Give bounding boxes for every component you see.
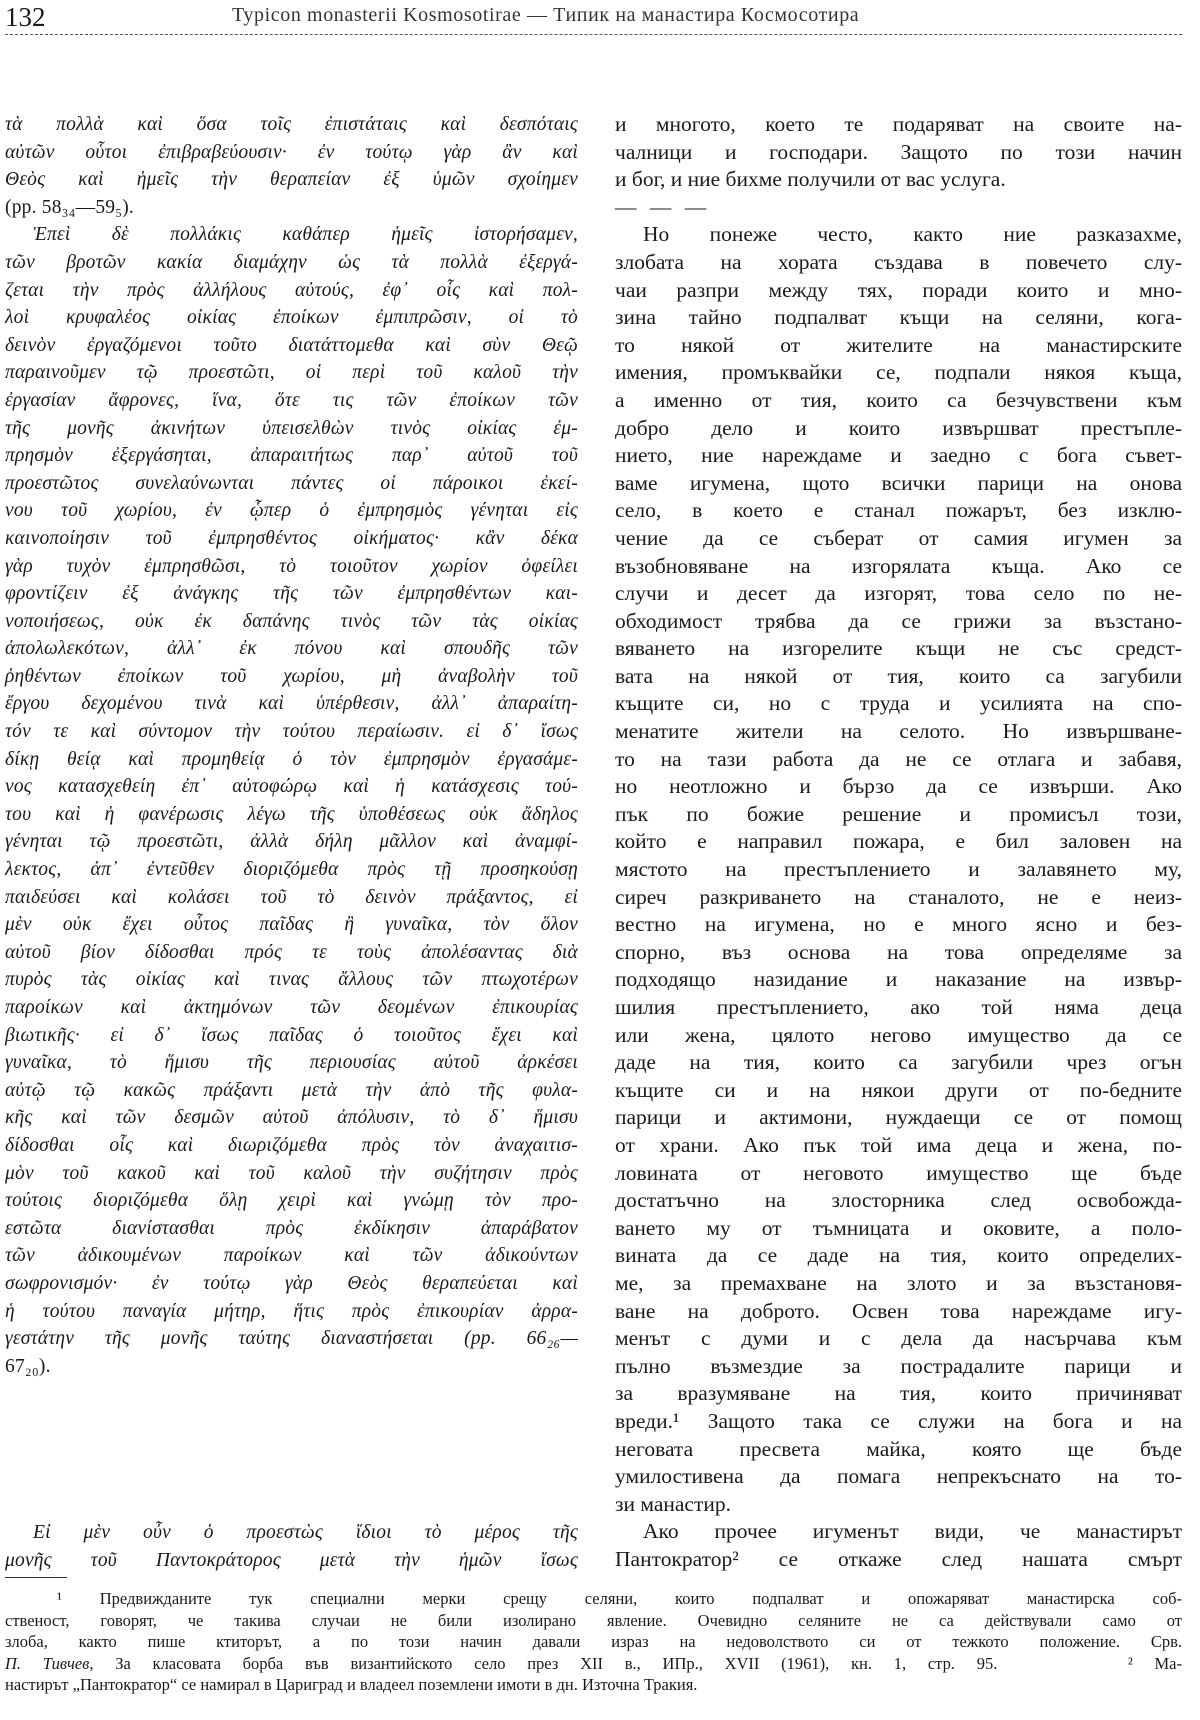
cited-author: П. Тивчев, [5, 1653, 94, 1673]
text-line: αὐτοῦ βίον δίδοσθαι πρός τε τοὺς ἀπολέσαντας διὰ [5, 941, 578, 963]
text-line: φροντίζειν ἐξ ἀνάγκης τῆς τῶν ἐμπρησθέντων και- [5, 583, 578, 605]
text-line: αὐτῶν οὗτοι ἐπιβραβεύουσιν· ἐν τούτῳ γὰρ ἂν καὶ [5, 141, 578, 163]
text-line: то на тази работа да не се отлага и забавя, [615, 746, 1182, 771]
text-line: δεινὸν ἐργαζόμενοι τοῦτο διατάττομεθα καὶ σὺν Θεῷ [5, 334, 578, 356]
text-line: вреди.¹ Защото така се служи на бога и на [615, 1408, 1182, 1433]
text-line: δίδοσθαι οἷς καὶ διωριζόμεθα πρὸς τὸν ἀναχαιτισ- [5, 1134, 578, 1156]
text-line: вестно на игумена, но е много ясно и без- [615, 912, 1182, 937]
text-line: злобата на хората създава в повечето слу- [615, 249, 1182, 274]
text-line: Θεὸς καὶ ἡμεῖς τὴν θεραπείαν ἐξ ὑμῶν σχοίημεν [5, 169, 578, 191]
text-line: εστῶτα διανίστασθαι πρὸς ἐκδίκησιν ἀπαράβατον [5, 1217, 578, 1239]
footnote-text: За класовата борба във византийското село през XII в., ИПр., XVII (1961), кн. 1, стр. 95. ² Ма- [93, 1653, 1182, 1673]
text-line: λεκτος, ἀπ᾽ ἐντεῦθεν διοριζόμεθα πρὸς τῇ προσηκούσῃ [5, 859, 578, 881]
text-line: къщите си, но с труда и усилията на спо- [615, 691, 1182, 716]
greek-text-column-bottom [5, 1519, 578, 1574]
text-line: вата на някой от тия, които са загубили [615, 663, 1182, 688]
text-line: менът с думи и с дела да насърчава към [615, 1326, 1182, 1351]
footnote-text: ственост, говорят, че такива случаи не били изолирано явление. Очевидно селяните не са действували само от [5, 1610, 1182, 1630]
text-line: чалници и господари. Защото по този начин [615, 139, 1182, 164]
text-line: ване на доброто. Освен това нареждаме игу- [615, 1298, 1182, 1323]
text-line: πρησμὸν ἐξεργάσηται, ἀπαραιτήτως παρ᾽ αὐτοῦ τοῦ [5, 445, 578, 467]
text-line: πυρὸς τὰς οἰκίας καὶ τινας ἄλλους τῶν πτωχοτέρων [5, 969, 578, 991]
text-line: νος κατασχεθείη ἐπ᾽ αὐτοφώρῳ καὶ ἡ κατάσχεσις τού- [5, 776, 578, 798]
text-line: λοὶ κρυφαλέος οἰκίας ἐποίκων ἐμπιπρῶσιν, οἱ τὸ [5, 307, 578, 329]
text-line: пълно възмездие за пострадалите парици и [615, 1353, 1182, 1378]
text-line: сиреч разкриването на станалото, не е неиз- [615, 884, 1182, 909]
text-line: παροίκων καὶ ἀκτημόνων τῶν δεομένων ἐπικουρίας [5, 997, 578, 1018]
text-line: Но понеже често, както ние разказахме, [643, 222, 1182, 247]
text-line: γυναῖκα, τὸ ἥμισυ τῆς περιουσίας αὐτοῦ ἀρκέσει [5, 1052, 578, 1074]
bulgarian-translation-column [615, 111, 1182, 1573]
text-line: ἡ τούτου παναγία μήτηρ, ἥτις πρὸς ἐπικουρίαν ἀρρα- [5, 1300, 578, 1322]
text-line: ването му от тъмницата и оковите, а поло- [615, 1215, 1182, 1240]
text-line: νου τοῦ χωρίου, ἐν ᾧπερ ὁ ἐμπρησμὸς γένηται εἰς [5, 500, 578, 522]
running-title: Typicon monasterii Kosmosotirae — Типик на манастира Космосотира [232, 4, 860, 26]
footnote-line [5, 1610, 1182, 1632]
text-line: и многото, което те подаряват на своите на- [615, 112, 1182, 136]
text-line: даде на тия, които са загубили чрез огън [615, 1050, 1182, 1075]
text-line: възобновяване на изгорялата къща. Ако се [615, 553, 1182, 578]
text-line: μὲν οὐκ ἔχει οὗτος παῖδας ἢ γυναῖκα, τὸν ὅλον [5, 914, 578, 936]
footnote-text: настирът „Пантократор“ се намирал в Цариград и владеел поземлени имоти в дн. Източна Тракия. [5, 1675, 698, 1694]
footnotes [5, 1588, 1182, 1696]
text-line: ζεται τὴν πρὸς ἀλλήλους αὐτούς, ἐφ᾽ οἷς καὶ πολ- [5, 279, 578, 301]
text-line: то някой от жителите на манастирските [615, 332, 1182, 357]
text-line: κῆς καὶ τῶν δεσμῶν αὐτοῦ ἀπόλυσιν, τὸ δ᾽ ἥμισυ [5, 1107, 578, 1129]
text-line: къщите си и на някои други от по-бедните [615, 1077, 1182, 1102]
text-line: ἀπολωλεκότων, ἀλλ᾽ ἐκ πόνου καὶ σπουδῆς τῶν [5, 638, 578, 660]
text-line: ἔργου δεχομένου τινὰ καὶ ὑπέρθεσιν, ἀλλ᾽ ἀπαραίτη- [5, 693, 578, 715]
text-line: του καὶ ἡ φανέρωσις λέγω τῆς ὑποθέσεως οὐκ ἄδηλος [5, 803, 578, 825]
text-line: чаи разпри между тях, поради които и мно- [615, 277, 1182, 302]
text-line: Εἰ μὲν οὖν ὁ προεστὼς ἴδιοι τὸ μέρος τῆς [33, 1522, 578, 1543]
text-line: γεστάτην τῆς μονῆς ταύτης διαναστήσεται (pp. 66₂₆— [5, 1328, 578, 1350]
text-line: τῶν ἀδικουμένων παροίκων καὶ τῶν ἀδικούντων [5, 1245, 578, 1267]
text-line: който е направил пожара, е бил заловен на [615, 829, 1182, 854]
text-line: αὐτῷ τῷ κακῶς πράξαντι μετὰ τὴν ἀπὸ τῆς φυλα- [5, 1079, 578, 1101]
text-line: ловината от неговото имущество ще бъде [615, 1160, 1182, 1185]
text-line: парици и актимони, нуждаещи се от помощ [615, 1105, 1182, 1130]
section-separator: — — — [615, 194, 711, 219]
header-rule [5, 34, 1182, 35]
text-line: вяването на изгорелите къщи не със средст- [615, 636, 1182, 661]
text-line: спорно, въз основа на това определяме за [615, 939, 1182, 964]
text-line: добро дело и които извършват престъпле- [615, 415, 1182, 440]
text-line: вината да се даде на тия, които определих- [615, 1243, 1182, 1268]
text-line: τῆς μονῆς ἀκινήτων ὑπεισελθὼν τινὸς οἰκίας ἐμ- [5, 417, 578, 439]
greek-text-column [5, 111, 578, 1380]
text-line: нието, ние нареждаме и заедно с бога съвет- [615, 443, 1182, 468]
text-line: ваме игумена, щото всички парици на онова [615, 470, 1182, 495]
text-line: 67₂₀). [5, 1355, 51, 1377]
text-line: παραινοῦμεν τῷ προεστῶτι, οἱ περὶ τοῦ καλοῦ τὴν [5, 362, 578, 384]
text-line: пък по божие решение и промисъл този, [615, 801, 1182, 826]
footnote-line [5, 1653, 1182, 1675]
text-line: зи манастир. [615, 1491, 731, 1516]
text-line: случи и десет да изгорят, това село по не- [615, 581, 1182, 606]
text-line: νοποιήσεως, οὐκ ἐκ δαπάνης τινὸς τῶν τὰς οἰκίας [5, 610, 578, 632]
text-line: Ἐπεὶ δὲ πολλάκις καθάπερ ἡμεῖς ἱστορήσαμεν, [33, 224, 578, 246]
text-line: (pp. 58₃₄—59₅). [5, 196, 135, 218]
text-line: Ако прочее игуменът види, че манастирът [643, 1519, 1182, 1544]
text-line: имения, промъквайки се, подпали някоя къща, [615, 360, 1182, 385]
text-line: ῥηθέντων ἐποίκων τοῦ χωρίου, μὴ ἀναβολὴν τοῦ [5, 665, 578, 687]
text-line: τῶν βροτῶν κακία διαμάχην ὡς τὰ πολλὰ ἐξεργά- [5, 251, 578, 273]
text-line: чение да се съберат от самия игумен за [615, 525, 1182, 550]
text-line: βιωτικῆς· εἰ δ᾽ ἴσως παῖδας ὁ τοιοῦτος ἔχει καὶ [5, 1024, 578, 1046]
text-line: но неотложно и бързо да се извърши. Ако [615, 774, 1182, 799]
text-line: или жена, цялото негово имущество да се [615, 1022, 1182, 1047]
text-line: ἐργασίαν ἄφρονες, ἵνα, ὅτε τις τῶν ἐποίκων τῶν [5, 389, 578, 411]
text-line: δίκῃ θείᾳ καὶ προμηθείᾳ ὁ τὸν ἐμπρησμὸν ἐργασάμε- [5, 748, 578, 770]
text-line: τὰ πολλὰ καὶ ὅσα τοῖς ἐπιστάταις καὶ δεσπόταις [5, 114, 578, 135]
text-line: καινοποίησιν τοῦ ἐμπρησθέντος οἰκήματος· κἂν δέκα [5, 527, 578, 549]
text-line: село, в което е станал пожарът, без изклю- [615, 498, 1182, 523]
text-line: достатъчно на злосторника след освобожда- [615, 1188, 1182, 1213]
footnote-line [5, 1588, 1182, 1610]
text-line: от храни. Ако пък той има деца и жена, по- [615, 1132, 1182, 1157]
text-line: умилостивена да помага непрекъснато на то- [615, 1464, 1182, 1489]
text-line: Пантократор² се откаже след нашата смърт [615, 1546, 1182, 1571]
footnote-separator [5, 1577, 67, 1578]
text-line: обходимост трябва да се грижи за възстано- [615, 608, 1182, 633]
text-line: ме, за премахване на злото и за възстановя- [615, 1270, 1182, 1295]
page-number: 132 [5, 2, 46, 32]
text-line: менатите жители на селото. Но извършване- [615, 719, 1182, 744]
text-line: мястото на престъплението и залавянето му, [615, 857, 1182, 882]
footnote-text: ¹ Предвижданите тук специални мерки срещу селяни, които подпалват и опожаряват манастирска соб- [57, 1589, 1182, 1608]
footnote-line [5, 1631, 1182, 1653]
text-line: μονῆς τοῦ Παντοκράτορος μετὰ τὴν ἡμῶν ἴσως [5, 1549, 578, 1571]
text-line: подходящо назидание и наказание на извър- [615, 967, 1182, 992]
text-line: за вразумяване на тия, които причиняват [615, 1381, 1182, 1406]
footnote-text: злоба, както пише ктиторът, а по този начин давали израз на недоволството си от тежкото положение. Срв. [5, 1632, 1182, 1651]
text-line: παιδεύσει καὶ κολάσει τοῦ τὸ δεινὸν πράξαντος, εἰ [5, 886, 578, 908]
text-line: τούτοις διοριζόμεθα ὅλῃ χειρὶ καὶ γνώμῃ τὸν προ- [5, 1190, 578, 1212]
text-line: зина тайно подпалват къщи на селяни, кога- [615, 305, 1182, 330]
footnote-line [5, 1674, 1182, 1696]
text-line: а именно от тия, които са безчувствени към [615, 387, 1182, 412]
text-line: неговата пресвета майка, която ще бъде [615, 1436, 1182, 1461]
text-line: μὸν τοῦ κακοῦ καὶ τοῦ καλοῦ τὴν συζήτησιν πρὸς [5, 1162, 578, 1184]
text-line: γένηται τῷ προεστῶτι, ἀλλὰ δήλη μᾶλλον καὶ ἀναμφί- [5, 831, 578, 853]
text-line: σωφρονισμόν· ἐν τούτῳ γὰρ Θεὸς θεραπεύεται καὶ [5, 1272, 578, 1294]
text-line: и бог, и ние бихме получили от вас услуга. [615, 167, 1006, 192]
text-line: γὰρ τυχὸν ἐμπρησθῶσι, τὸ τοιοῦτον χωρίον ὀφείλει [5, 555, 578, 577]
text-line: προεστῶτος συνελαύνωνται πάντες οἱ πάροικοι ἐκεί- [5, 472, 578, 494]
text-line: шилия престъплението, ако той няма деца [615, 995, 1182, 1019]
text-line: τόν τε καὶ σύντομον τὴν τούτου περαίωσιν. εἰ δ᾽ ἴσως [5, 721, 578, 743]
